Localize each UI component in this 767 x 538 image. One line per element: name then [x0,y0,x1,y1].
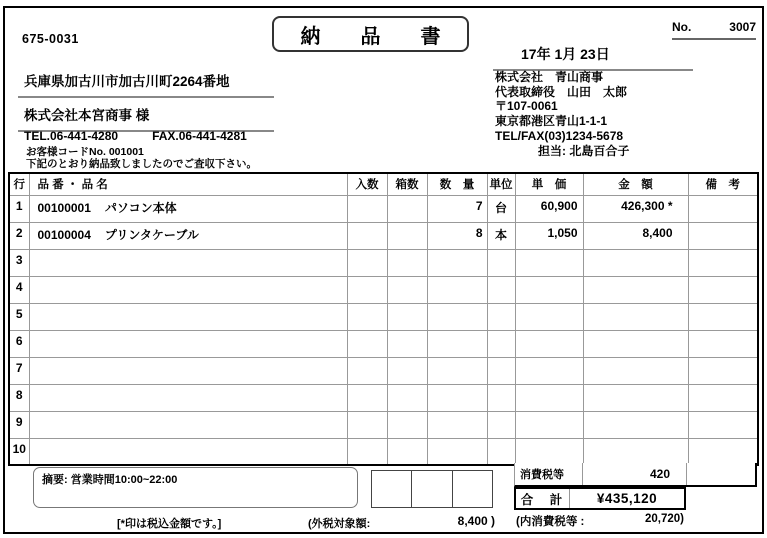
included-tax-line [516,513,684,529]
document-number-group [672,20,756,40]
seller-address: 東京都港区青山1-1-1 [495,114,608,129]
header-remarks: 備 考 [688,173,758,195]
row-number: 7 [9,357,29,384]
remarks-cell [688,276,758,303]
boxes-cell [387,195,427,222]
consumption-tax-label: 消費税等 [515,463,583,485]
unit-price-cell [515,276,583,303]
boxes-cell [387,438,427,465]
seller-postal-code: 〒107-0061 [495,99,558,114]
unit-cell [487,330,515,357]
unit-cell [487,276,515,303]
table-row [9,222,758,249]
amount-cell: 426,300 * [583,195,688,222]
table-row [9,438,758,465]
row-number: 8 [9,384,29,411]
per-box-cell [347,438,387,465]
included-tax-value: 20,720) [644,513,684,525]
items-table [8,172,759,466]
header-quantity: 数 量 [427,173,487,195]
unit-price-cell [515,411,583,438]
item-name: パソコン本体 [104,200,177,215]
boxes-cell [387,249,427,276]
remarks-cell [688,438,758,465]
unit-price-cell [515,303,583,330]
remarks-cell [688,195,758,222]
included-tax-label: (内消費税等 : [516,516,585,528]
seller-representative: 代表取締役 山田 太郎 [495,84,628,99]
unit-price-cell [515,249,583,276]
customer-tel-fax [24,129,247,143]
unit-cell [487,249,515,276]
total-box [514,487,686,510]
stamp-cell [372,471,412,507]
table-row [9,195,758,222]
boxes-cell [387,411,427,438]
table-row [9,330,758,357]
boxes-cell [387,303,427,330]
per-box-cell [347,249,387,276]
unit-price-cell: 1,050 [515,222,583,249]
item-cell [29,276,347,303]
amount-cell: 8,400 [583,222,688,249]
item-cell [29,384,347,411]
item-cell [29,357,347,384]
unit-cell [487,303,515,330]
stamp-cell [453,471,492,507]
row-number: 10 [9,438,29,465]
amount-cell [583,249,688,276]
amount-cell [583,330,688,357]
consumption-tax-row [514,463,757,487]
greeting-text: 下記のとおり納品致しましたのでご査収下さい。 [26,158,257,170]
seller-contact: 担当: 北島百合子 [538,143,630,158]
unit-price-cell [515,330,583,357]
row-number: 4 [9,276,29,303]
item-code: 00100004 [37,227,91,242]
header-unit-price: 単 価 [515,173,583,195]
total-label: 合 計 [516,489,570,508]
taxable-amount-label: (外税対象額: [308,518,371,530]
items-body [9,195,758,465]
remarks-cell [688,357,758,384]
amount-cell [583,357,688,384]
table-row [9,411,758,438]
quantity-cell [427,411,487,438]
seller-tel-fax: TEL/FAX(03)1234-5678 [495,128,624,143]
item-cell [29,195,347,222]
amount-cell [583,438,688,465]
row-number: 5 [9,303,29,330]
per-box-cell [347,357,387,384]
stamp-cell [412,471,452,507]
approval-stamp-box [371,470,493,508]
row-number: 3 [9,249,29,276]
header-item: 品 番 ・ 品 名 [29,173,347,195]
row-number: 6 [9,330,29,357]
quantity-cell [427,249,487,276]
quantity-cell [427,276,487,303]
per-box-cell [347,276,387,303]
amount-cell [583,276,688,303]
document-title-box [272,16,469,52]
item-cell [29,222,347,249]
unit-cell [487,357,515,384]
table-row [9,357,758,384]
header-boxes: 箱数 [387,173,427,195]
summary-note: 摘要: 営業時間10:00~22:00 [42,474,178,486]
document-title: 納 品 書 [300,25,451,48]
unit-cell [487,411,515,438]
seller-company: 株式会社 青山商事 [495,70,604,84]
customer-address: 兵庫県加古川市加古川町2264番地 [18,70,274,98]
amount-cell [583,411,688,438]
unit-price-cell [515,384,583,411]
customer-fax: FAX.06-441-4281 [152,129,247,143]
item-cell [29,330,347,357]
remarks-cell [688,222,758,249]
boxes-cell [387,330,427,357]
remarks-cell [688,249,758,276]
item-cell [29,438,347,465]
boxes-cell [387,222,427,249]
unit-price-cell [515,438,583,465]
customer-name: 株式会社本宮商事 様 [18,104,274,132]
table-row [9,249,758,276]
unit-cell [487,438,515,465]
document-date: 17年 1月 23日 [493,44,693,71]
document-number-value: 3007 [729,20,756,34]
header-amount: 金 額 [583,173,688,195]
item-cell [29,303,347,330]
remarks-cell [688,330,758,357]
remarks-cell [688,303,758,330]
table-row [9,276,758,303]
unit-cell: 台 [487,195,515,222]
remarks-cell [688,411,758,438]
tax-included-footnote: [*印は税込金額です。] [117,518,222,530]
quantity-cell [427,357,487,384]
item-cell [29,249,347,276]
customer-tel: TEL.06-441-4280 [24,129,119,143]
consumption-tax-value: 420 [583,463,687,485]
amount-cell [583,384,688,411]
row-number: 9 [9,411,29,438]
customer-code: お客様コードNo. 001001 [26,146,144,158]
boxes-cell [387,357,427,384]
per-box-cell [347,384,387,411]
per-box-cell [347,330,387,357]
total-value: ¥435,120 [596,491,658,506]
quantity-cell [427,384,487,411]
quantity-cell: 7 [427,195,487,222]
summary-note-box [33,467,358,508]
per-box-cell [347,195,387,222]
per-box-cell [347,303,387,330]
seller-block [495,70,629,158]
per-box-cell [347,222,387,249]
quantity-cell [427,438,487,465]
unit-cell [487,384,515,411]
header-per-box: 入数 [347,173,387,195]
quantity-cell: 8 [427,222,487,249]
item-cell [29,411,347,438]
item-name: プリンタケーブル [104,227,199,242]
taxable-amount-value: 8,400 ) [457,514,495,528]
customer-postal-code: 675-0031 [22,32,79,46]
table-row [9,303,758,330]
quantity-cell [427,303,487,330]
boxes-cell [387,384,427,411]
per-box-cell [347,411,387,438]
consumption-tax-remarks-cell [687,463,755,485]
header-unit: 単位 [487,173,515,195]
item-code: 00100001 [37,200,91,215]
remarks-cell [688,384,758,411]
document-number-label: No. [672,20,692,34]
quantity-cell [427,330,487,357]
unit-price-cell [515,357,583,384]
row-number: 2 [9,222,29,249]
table-header-row [9,173,758,195]
row-number: 1 [9,195,29,222]
unit-price-cell: 60,900 [515,195,583,222]
unit-cell: 本 [487,222,515,249]
amount-cell [583,303,688,330]
boxes-cell [387,276,427,303]
table-row [9,384,758,411]
header-row-no: 行 [9,173,29,195]
